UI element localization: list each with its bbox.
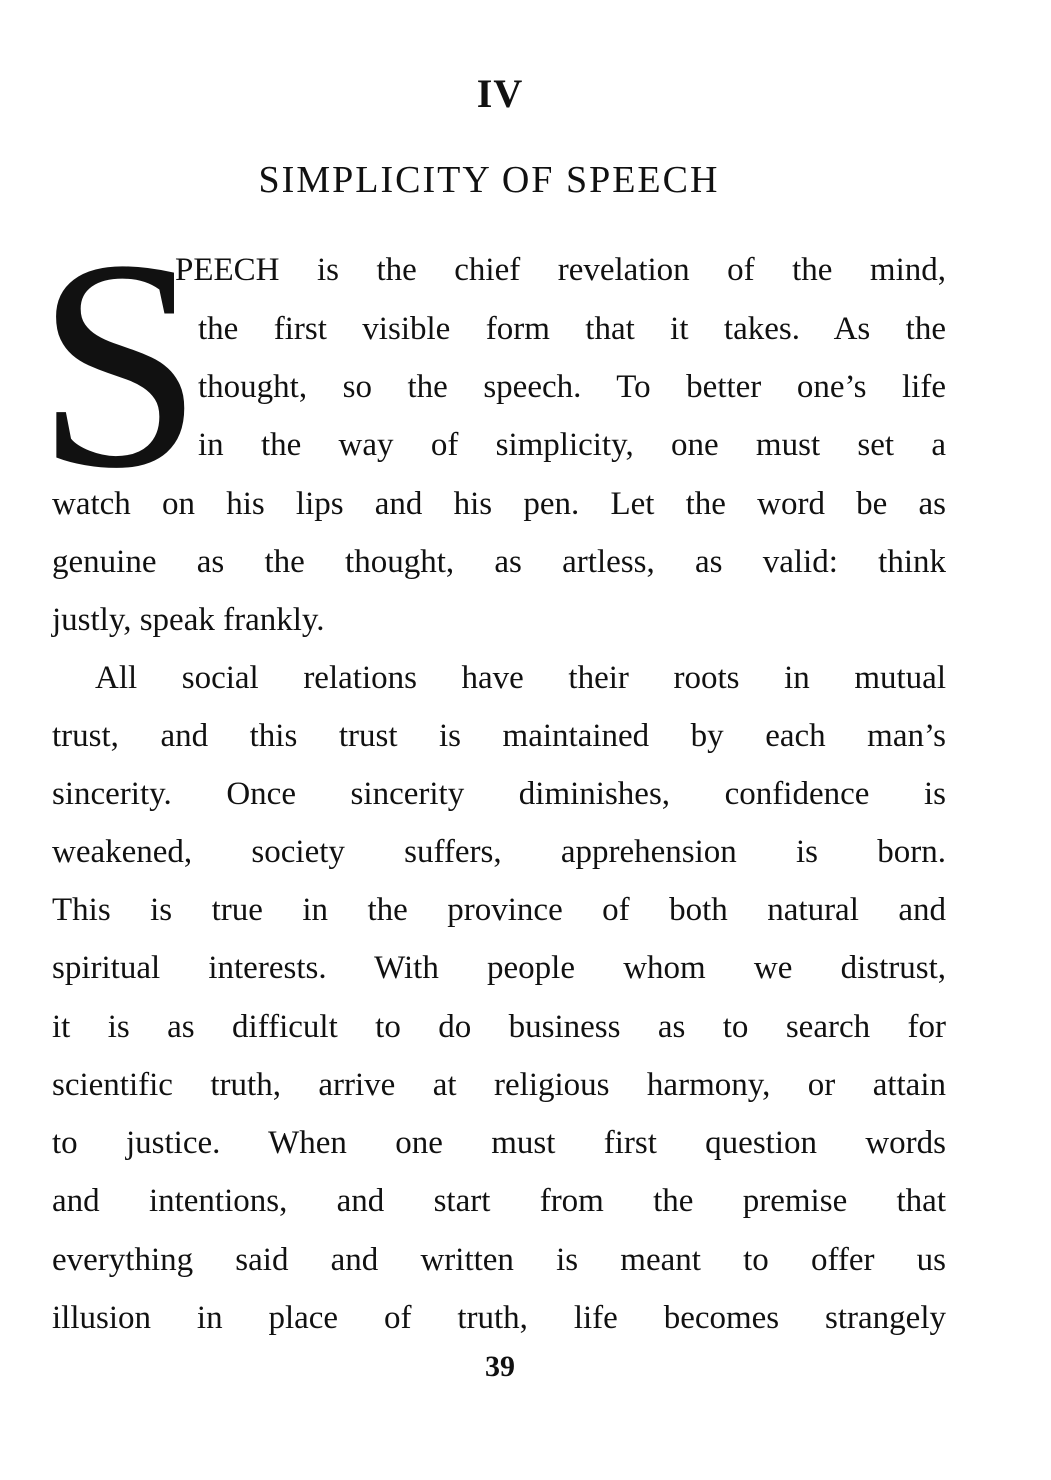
text-line: it is as difficult to do business as to search for: [52, 1009, 946, 1045]
text-line: illusion in place of truth, life becomes strangely: [52, 1300, 946, 1336]
text-line: scientific truth, arrive at religious harmony, or attain: [52, 1067, 946, 1103]
chapter-title: SIMPLICITY OF SPEECH: [258, 159, 720, 201]
text-line: thought, so the speech. To better one’s life: [198, 369, 946, 405]
text-line: to justice. When one must first question words: [52, 1125, 946, 1161]
text-line: everything said and written is meant to offer us: [52, 1242, 946, 1278]
page-number: 39: [485, 1350, 515, 1383]
text-line: and intentions, and start from the premise that: [52, 1183, 946, 1219]
drop-cap: S: [36, 198, 203, 530]
text-line: the first visible form that it takes. As the: [198, 311, 946, 347]
text-line: weakened, society suffers, apprehension is born.: [52, 834, 946, 870]
text-line: sincerity. Once sincerity diminishes, confidence is: [52, 776, 946, 812]
text-line: watch on his lips and his pen. Let the word be as: [52, 486, 946, 522]
text-line: genuine as the thought, as artless, as valid: think: [52, 544, 946, 580]
text-line: justly, speak frankly.: [52, 602, 325, 638]
chapter-number: IV: [476, 71, 524, 116]
text-line: PEECH is the chief revelation of the mind,: [175, 252, 946, 288]
text-line: This is true in the province of both natural and: [52, 892, 946, 928]
text-line: trust, and this trust is maintained by each man’s: [52, 718, 946, 754]
text-line: All social relations have their roots in mutual: [95, 660, 946, 696]
text-line: in the way of simplicity, one must set a: [198, 427, 946, 463]
text-line: spiritual interests. With people whom we distrust,: [52, 950, 946, 986]
